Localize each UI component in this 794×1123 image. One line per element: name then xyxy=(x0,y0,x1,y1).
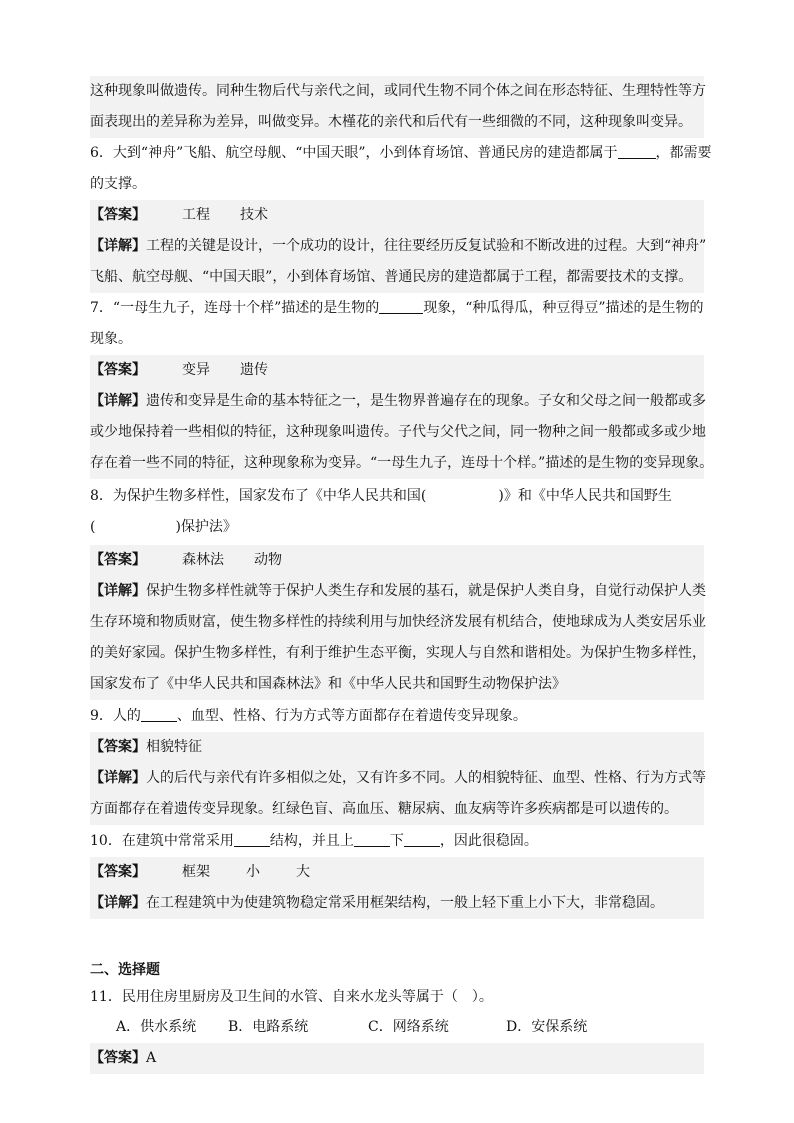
detail-tag: 【详解】 xyxy=(90,238,146,254)
answer-value: 框架 xyxy=(182,864,210,880)
answer-tag: 【答案】 xyxy=(90,552,146,568)
detail-text: 遗传和变异是生命的基本特征之一，是生物界普遍存在的现象。子女和父母之间一般都或多 xyxy=(146,393,706,409)
answer-value: 遗传 xyxy=(240,362,268,378)
detail-text: 保护生物多样性就等于保护人类生存和发展的基石，就是保护人类自身，自觉行动保护人类 xyxy=(146,583,706,599)
answer-line xyxy=(90,545,704,576)
question-text: 7．“一母生九子，连母十个样”描述的是生物的 xyxy=(90,300,380,316)
detail-text: 生存环境和物质财富，使生物多样性的持续利用与加快经济发展有机结合，使地球成为人类安居乐业 xyxy=(90,614,706,630)
detail-line xyxy=(90,262,704,293)
section-title: 二、选择题 xyxy=(90,962,160,978)
detail-text: 的美好家园。保护生物多样性，有利于维护生态平衡，实现人与自然和谐相处。为保护生物多样性， xyxy=(90,645,706,661)
question-11-options xyxy=(90,1012,704,1043)
answer-blank xyxy=(234,830,270,847)
question-9 xyxy=(90,701,704,732)
question-11 xyxy=(90,982,704,1013)
text-span: 面表现出的差异称为差异，叫做变异。木槿花的亲代和后代有一些细微的不同，这种现象叫变异。 xyxy=(90,114,692,130)
question-text: ( xyxy=(90,519,96,535)
question-text: 11．民用住房里厨房及卫生间的水管、自来水龙头等属于（ ）。 xyxy=(90,989,493,1005)
question-text: 结构，并且上 xyxy=(269,833,354,849)
detail-tag: 【详解】 xyxy=(90,393,146,409)
detail-tag: 【详解】 xyxy=(90,583,146,599)
answer-tag: 【答案】 xyxy=(90,864,146,880)
detail-text: 在工程建筑中为使建筑物稳定常采用框架结构，一般上轻下重上小下大，非常稳固。 xyxy=(146,895,664,911)
answer-tag: 【答案】 xyxy=(90,739,146,755)
option-c: C．网络系统 xyxy=(368,1019,449,1035)
question-text: 下 xyxy=(389,833,404,849)
text-span: 这种现象叫做遗传。同种生物后代与亲代之间，或同代生物不同个体之间在形态特征、生理特性等方 xyxy=(90,83,706,99)
question-7-cont xyxy=(90,324,704,355)
question-text: 6．大到“神舟”飞船、航空母舰、“中国天眼”，小到体育场馆、普通民房的建造都属于 xyxy=(90,145,618,161)
answer-line xyxy=(90,1043,704,1074)
question-text: ，都需要 xyxy=(655,145,712,161)
answer-tag: 【答案】 xyxy=(90,207,146,223)
answer-value: 工程 xyxy=(182,207,210,223)
detail-tag: 【详解】 xyxy=(90,895,146,911)
question-text: 、血型、性格、行为方式等方面都存在着遗传变异现象。 xyxy=(176,708,527,724)
detail-line xyxy=(90,417,704,448)
detail-text: 国家发布了《中华人民共和国森林法》和《中华人民共和国野生动物保护法》 xyxy=(90,676,566,692)
answer-line xyxy=(90,732,704,763)
answer-value: 动物 xyxy=(254,552,282,568)
question-text: 10．在建筑中常常采用 xyxy=(90,833,234,849)
answer-blank xyxy=(404,830,440,847)
answer-tag: 【答案】 xyxy=(90,1050,146,1066)
detail-text: 或少地保持着一些相似的特征，这种现象叫遗传。子代与父代之间，同一物种之间一般都或多或少地 xyxy=(90,424,706,440)
detail-line xyxy=(90,231,707,262)
answer-value: 技术 xyxy=(240,207,268,223)
detail-line xyxy=(90,888,704,919)
answer-value: 变异 xyxy=(182,362,210,378)
detail-text: 方面都存在着遗传变异现象。红绿色盲、高血压、糖尿病、血友病等许多疾病都是可以遗传的。 xyxy=(90,801,678,817)
question-text: )保护法》 xyxy=(175,519,237,535)
detail-line xyxy=(90,763,704,794)
question-text: )》和《中华人民共和国野生 xyxy=(498,488,672,504)
detail-tag: 【详解】 xyxy=(90,770,146,786)
answer-tag: 【答案】 xyxy=(90,362,146,378)
question-10 xyxy=(90,826,704,857)
question-6-cont xyxy=(90,169,704,200)
answer-value: 相貌特征 xyxy=(146,739,202,755)
answer-value: A xyxy=(146,1050,157,1066)
detail-text: 人的后代与亲代有许多相似之处，又有许多不同。人的相貌特征、血型、性格、行为方式等 xyxy=(146,770,706,786)
answer-blank xyxy=(379,297,423,314)
question-text: 现象，“种瓜得瓜，种豆得豆”描述的是生物的 xyxy=(423,300,704,316)
question-text: 9．人的 xyxy=(90,708,141,724)
detail-line xyxy=(90,576,704,607)
question-6 xyxy=(90,138,712,169)
detail-line xyxy=(90,386,704,417)
detail-line xyxy=(90,607,704,638)
answer-blank xyxy=(354,830,390,847)
answer-line xyxy=(90,355,704,386)
detail-text: 工程的关键是设计，一个成功的设计，往往要经历反复试验和不断改进的过程。大到“神舟” xyxy=(146,238,707,254)
detail-line xyxy=(90,448,714,479)
detail-text: 存在着一些不同的特征，这种现象称为变异。“一母生九子，连母十个样。”描述的是生物的变异现象。 xyxy=(90,455,714,471)
option-d: D．安保系统 xyxy=(506,1019,588,1035)
text-line xyxy=(90,76,704,107)
answer-blank xyxy=(141,705,177,722)
option-b: B．电路系统 xyxy=(228,1019,309,1035)
answer-value: 森林法 xyxy=(182,552,224,568)
question-text: 的支撑。 xyxy=(90,176,146,192)
question-text: 现象。 xyxy=(90,331,132,347)
question-text: ，因此很稳固。 xyxy=(439,833,538,849)
option-a: A．供水系统 xyxy=(116,1019,197,1035)
answer-blank xyxy=(618,142,656,159)
question-8-cont xyxy=(90,512,704,543)
answer-line xyxy=(90,857,704,888)
detail-text: 飞船、航空母舰、“中国天眼”，小到体育场馆、普通民房的建造都属于工程，都需要技术的支撑。 xyxy=(90,269,693,285)
detail-line xyxy=(90,794,704,825)
answer-value: 大 xyxy=(296,864,310,880)
answer-line xyxy=(90,200,704,231)
question-8 xyxy=(90,481,704,512)
detail-line xyxy=(90,669,704,700)
text-line xyxy=(90,107,704,138)
question-7 xyxy=(90,293,704,324)
detail-line xyxy=(90,638,704,669)
question-text: 8．为保护生物多样性，国家发布了《中华人民共和国( xyxy=(90,488,427,504)
answer-value: 小 xyxy=(246,864,260,880)
